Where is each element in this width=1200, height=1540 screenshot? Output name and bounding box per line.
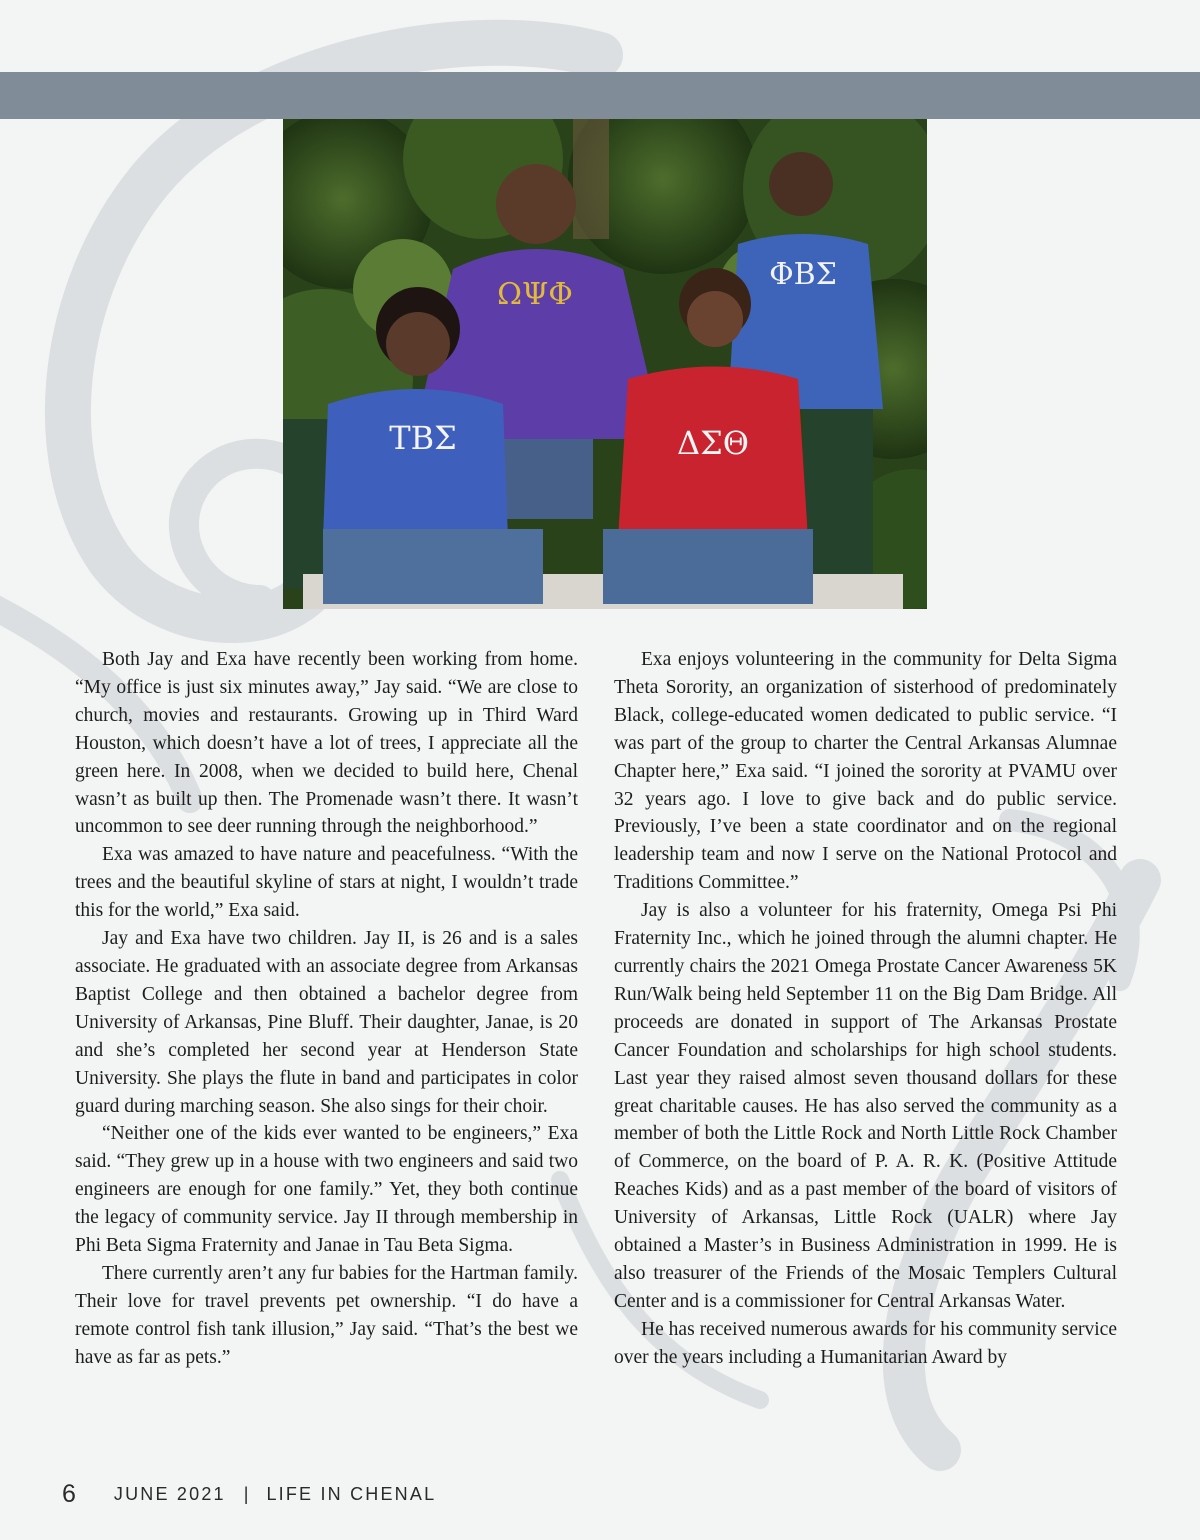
page-number: 6 — [62, 1479, 76, 1508]
family-photo — [283, 119, 927, 609]
page-footer — [62, 1477, 436, 1511]
header-band — [0, 72, 1200, 119]
mom-shirt-letters: ΔΣΘ — [677, 424, 749, 462]
paragraph: Exa enjoys volunteering in the community for Delta Sigma Theta Sorority, an organization of sisterhood of predominately Black, college-educated women dedicated to public service. “I was part of the group to charter the Central Arkansas Alumnae Chapter here,” Exa said. “I joined the sorority at PVAMU over 32 years ago. I love to give back and do public service. Previously, I’ve been a state coordinator and on the regional leadership team and now I serve on the National Protocol and Traditions Committee.” — [614, 649, 1117, 894]
paragraph: Jay is also a volunteer for his fraternity, Omega Psi Phi Fraternity Inc., which he joined through the alumni chapter. He currently chairs the 2021 Omega Prostate Cancer Awareness 5K Run/Walk being held September 11 on the Big Dam Bridge. All proceeds are donated in support of The Arkansas Prostate Cancer Foundation and scholarships for high school students. Last year they raised almost seven thousand dollars for these great charitable causes. He has also served the community as a member of both the Little Rock and North Little Rock Chamber of Commerce, on the board of P. A. R. K. (Positive Attitude Reaches Kids) and as a past member of the board of visitors of University of Arkansas, Little Rock (UALR) where Jay obtained a Master’s in Business Administration in 1999. He is also treasurer of the Friends of the Mosaic Templers Cultural Center and is a commissioner for Central Arkansas Water. — [614, 900, 1117, 1312]
article-left-column — [75, 646, 578, 1372]
paragraph: Jay and Exa have two children. Jay II, is 26 and is a sales associate. He graduated with an associate degree from Arkansas Baptist College and then obtained a bachelor degree from University of Arkansas, Pine Bluff. Their daughter, Janae, is 20 and she’s completed her second year at Henderson State University. She plays the flute in band and participates in color guard during marching season. She also sings for their choir. — [75, 928, 578, 1117]
daughter-shirt-letters: ΤΒΣ — [389, 419, 457, 457]
footer-separator: | — [243, 1483, 249, 1504]
paragraph: Both Jay and Exa have recently been working from home. “My office is just six minutes away,” Jay said. “We are close to church, movies and restaurants. Growing up in Third Ward Houston, which doesn’t have a lot of trees, I appreciate all the green here. In 2008, when we decided to build here, Chenal wasn’t as built up then. The Promenade wasn’t there. It wasn’t uncommon to see deer running through the neighborhood.” — [75, 649, 578, 838]
paragraph: He has received numerous awards for his community service over the years including a Humanitarian Award by — [614, 1318, 1117, 1368]
issue-date: JUNE 2021 — [113, 1483, 226, 1504]
publication-name: LIFE IN CHENAL — [266, 1483, 437, 1504]
paragraph: Exa was amazed to have nature and peacefulness. “With the trees and the beautiful skyline of stars at night, I wouldn’t trade this for the world,” Exa said. — [75, 844, 578, 922]
dad-shirt-letters: ΩΨΦ — [497, 277, 573, 312]
son-shirt-letters: ΦΒΣ — [769, 257, 837, 292]
paragraph: There currently aren’t any fur babies for the Hartman family. Their love for travel prevents pet ownership. “I do have a remote control fish tank illusion,” Jay said. “That’s the best we have as far as pets.” — [75, 1262, 578, 1368]
article-right-column — [614, 646, 1117, 1372]
paragraph: “Neither one of the kids ever wanted to be engineers,” Exa said. “They grew up in a house with two engineers and said two engineers are enough for one family.” Yet, they both continue the legacy of community service. Jay II through membership in Phi Beta Sigma Fraternity and Janae in Tau Beta Sigma. — [75, 1123, 578, 1257]
